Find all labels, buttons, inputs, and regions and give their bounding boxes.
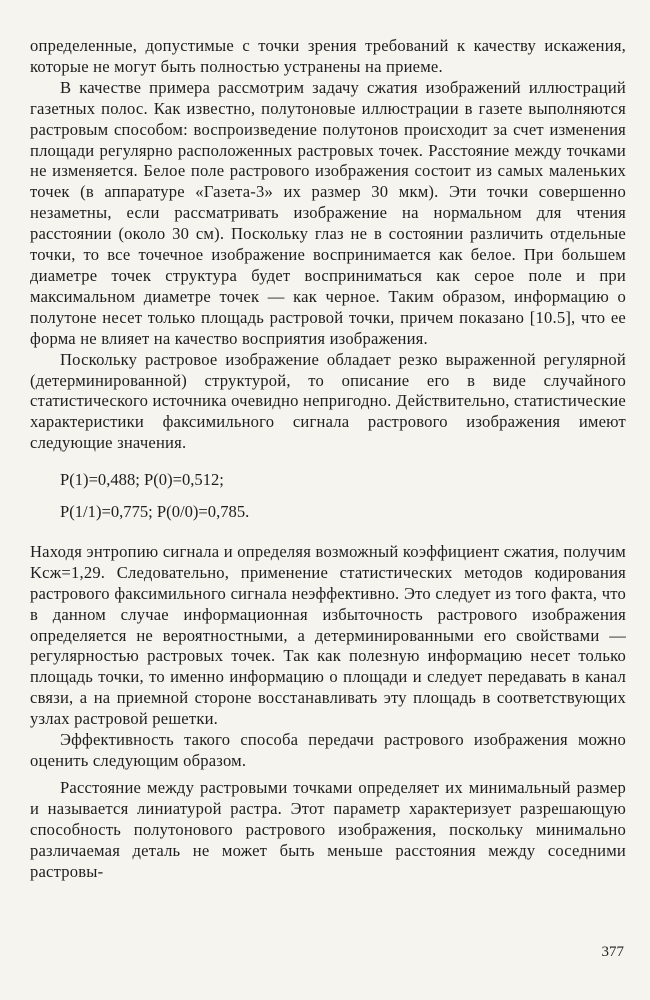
paragraph-1: определенные, допустимые с точки зрения требований к качеству искажения, которые не могут быть полностью устранены на приеме. [30, 36, 626, 76]
paragraph-3: Поскольку растровое изображение обладает резко выраженной регулярной (детерминированной) структурой, то описание его в виде случайного статистического источника очевидно непригодно. Действительно, статистические характеристики факсимильного сигнала растрового изображения имеют следующие значения. [30, 349, 626, 453]
formula-probabilities: P(1)=0,488; P(0)=0,512; [60, 470, 224, 490]
paragraph-5: Эффективность такого способа передачи растрового изображения можно оценить следующим образом. [30, 730, 626, 770]
formula-conditional-probabilities: P(1/1)=0,775; P(0/0)=0,785. [60, 502, 250, 522]
paragraph-4: Находя энтропию сигнала и определяя возможный коэффициент сжатия, получим Kсж=1,29. Следовательно, применение статистических методов кодирования растрового факсимильного сигнала неэффективно. Это следует из того факта, что в данном случае информационная избыточность растрового изображения определяется не вероятностными, а детерминированными его свойствами — регулярностью растровых точек. Так как полезную информацию несет только площадь точки, то именно информацию о площади и следует передавать в канал связи, а на приемной стороне восстанавливать эту площадь в соответствующих узлах растровой решетки. [30, 541, 626, 729]
page-number: 377 [601, 944, 624, 960]
paragraph-2: В качестве примера рассмотрим задачу сжатия изображений иллюстраций газетных полос. Как известно, полутоновые иллюстрации в газете выполняются растровым способом: воспроизведение полутонов происходит за счет изменения площади регулярно расположенных растровых точек. Расстояние между точками не изменяется. Белое поле растрового изображения состоит из самых маленьких точек (в аппаратуре «Газета-3» их размер 30 мкм). Эти точки совершенно незаметны, если рассматривать изображение на нормальном для чтения расстоянии (около 30 см). Поскольку глаз не в состоянии различить отдельные точки, то все точечное изображение воспринимается как белое. При большем диаметре точек структура будет восприниматься как серое поле и при максимальном диаметре точек — как черное. Таким образом, информацию о полутоне несет только площадь растровой точки, причем показано [10.5], что ее форма не влияет на качество восприятия изображения. [30, 77, 626, 348]
paragraph-6: Расстояние между растровыми точками определяет их минимальный размер и называется линиатурой растра. Этот параметр характеризует разрешающую способность полутонового растрового изображения, поскольку минимально различаемая деталь не может быть меньше расстояния между соседними растровы- [30, 777, 626, 881]
